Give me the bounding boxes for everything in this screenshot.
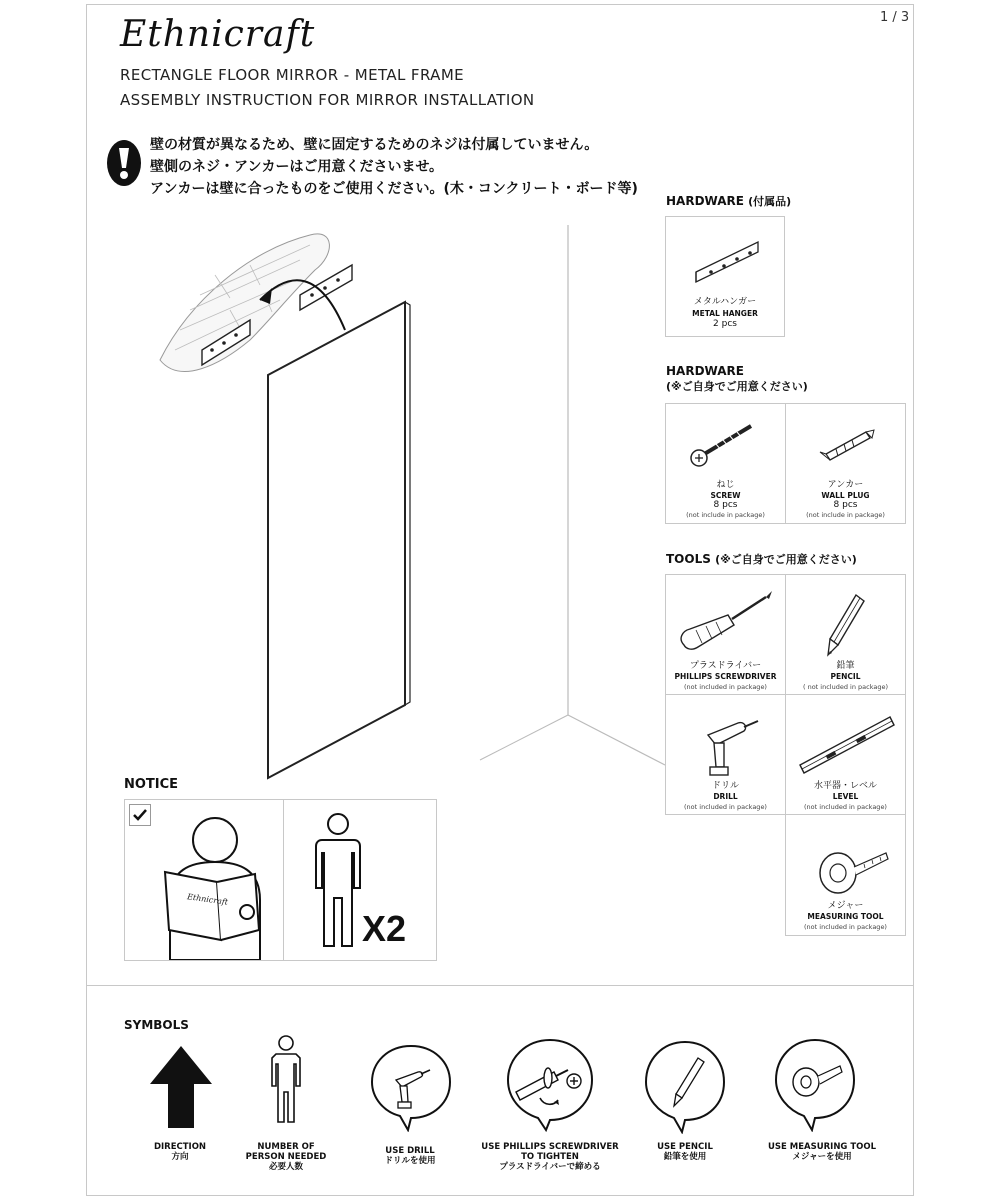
item-label-jp: メジャー (827, 901, 864, 911)
item-label-en: SCREW (710, 491, 741, 500)
warning-line-1: 壁の材質が異なるため、壁に固定するためのネジは付属していません。 (150, 137, 599, 153)
tool-level (785, 694, 906, 815)
item-label-en: PENCIL (830, 672, 861, 681)
pencil-bubble-icon (642, 1038, 728, 1134)
screwdriver-tighten-icon (504, 1036, 596, 1132)
mirror-installation-illustration (120, 200, 680, 780)
item-note: (not include in package) (686, 511, 765, 519)
drill-bubble-icon (368, 1042, 454, 1132)
document-title: ASSEMBLY INSTRUCTION FOR MIRROR INSTALLATION (120, 91, 535, 109)
warning-line-2: 壁側のネジ・アンカーはご用意くださいませ。 (150, 159, 444, 175)
item-note: (not included in package) (804, 803, 887, 811)
hardware-required-title: HARDWARE (※ご自身でご用意ください) (666, 364, 808, 393)
symbol-label-pencil: USE PENCIL 鉛筆を使用 (657, 1142, 713, 1162)
screwdriver-icon (666, 575, 786, 660)
warning-line-3: アンカーは壁に合ったものをご使用ください。(木・コンクリート・ボード等) (150, 181, 638, 197)
item-qty: 2 pcs (713, 319, 737, 329)
item-label-en: DRILL (713, 792, 738, 801)
person-count: X2 (362, 908, 407, 949)
item-qty: 8 pcs (713, 500, 738, 510)
tool-drill (665, 694, 786, 815)
hardware-item-metal-hanger (665, 216, 785, 337)
item-label-en: PHILLIPS SCREWDRIVER (674, 672, 777, 681)
hardware-item-screw (665, 403, 786, 524)
notice-title: NOTICE (124, 777, 179, 792)
item-label-en: WALL PLUG (821, 491, 870, 500)
measuring-tape-bubble-icon (772, 1036, 858, 1132)
item-label-jp: 鉛筆 (836, 661, 855, 671)
item-label-jp: ドリル (711, 781, 739, 791)
section-divider (86, 985, 914, 986)
tool-pencil (785, 574, 906, 695)
item-label-jp: プラスドライバー (689, 661, 762, 671)
hardware-item-wall-plug (785, 403, 906, 524)
notice-two-persons (283, 799, 437, 961)
metal-hanger-icon (666, 217, 784, 297)
notice-read-manual (124, 799, 284, 961)
screw-icon (666, 404, 786, 479)
symbol-label-direction: DIRECTION 方向 (153, 1142, 207, 1162)
exclamation-icon (104, 138, 144, 188)
item-label-jp: 水平器・レベル (813, 781, 877, 791)
item-note: (not included in package) (804, 923, 887, 931)
pencil-icon (786, 575, 906, 660)
item-note: (not included in package) (684, 683, 767, 691)
symbol-label-persons: NUMBER OF PERSON NEEDED 必要人数 (245, 1142, 327, 1172)
symbol-label-drill: USE DRILL ドリルを使用 (384, 1146, 436, 1166)
item-label-jp: ねじ (716, 480, 735, 490)
product-title: RECTANGLE FLOOR MIRROR - METAL FRAME (120, 66, 465, 84)
wall-plug-icon (786, 404, 906, 479)
direction-arrow-icon (148, 1044, 214, 1130)
level-icon (786, 695, 906, 780)
drill-icon (666, 695, 786, 780)
item-label-en: MEASURING TOOL (807, 912, 884, 921)
tool-measuring-tape (785, 814, 906, 936)
person-reading-icon (125, 800, 283, 960)
page-number: 1 / 3 (880, 10, 910, 25)
item-label-en: METAL HANGER (692, 309, 758, 318)
item-note: (not include in package) (806, 511, 885, 519)
symbol-label-measuring-tool: USE MEASURING TOOL メジャーを使用 (767, 1142, 877, 1162)
item-label-en: LEVEL (832, 792, 859, 801)
item-note: (not included in package) (684, 803, 767, 811)
person-icon (266, 1034, 306, 1126)
item-label-jp: アンカー (827, 480, 864, 490)
book-label: Ethnicraft (186, 892, 229, 907)
measuring-tape-icon (786, 815, 906, 900)
tools-title: TOOLS (※ご自身でご用意ください) (666, 552, 857, 566)
item-note: ( not included in package) (802, 683, 889, 691)
tool-screwdriver (665, 574, 786, 695)
hardware-included-title: HARDWARE (付属品) (666, 194, 792, 208)
brand-logo: Ethnicraft (120, 14, 316, 55)
item-label-jp: メタルハンガー (693, 297, 757, 307)
symbols-title: SYMBOLS (124, 1018, 189, 1032)
item-qty: 8 pcs (833, 500, 858, 510)
symbol-label-screwdriver: USE PHILLIPS SCREWDRIVER TO TIGHTEN プラスドライバーで締める (481, 1142, 619, 1172)
